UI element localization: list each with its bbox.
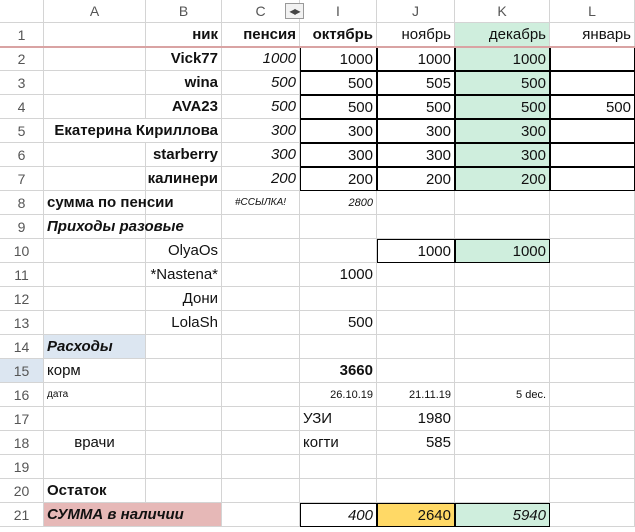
row-header-3[interactable]: 3 (0, 71, 44, 95)
cell-C14[interactable] (222, 335, 300, 359)
row-header-14[interactable]: 14 (0, 335, 44, 359)
cell-value: 200 (425, 170, 451, 188)
cell-I19[interactable] (300, 455, 377, 479)
cell-value: 300 (425, 122, 451, 140)
cell-C10[interactable] (222, 239, 300, 263)
cell-J4[interactable] (377, 95, 455, 119)
cell-L8[interactable] (550, 191, 635, 215)
cell-I13[interactable] (300, 311, 377, 335)
cell-value: 200 (520, 170, 546, 188)
cell-value: 500 (347, 98, 373, 116)
cell-L21[interactable] (550, 503, 635, 527)
cell-K19[interactable] (455, 455, 550, 479)
cell-value: 200 (270, 170, 296, 187)
column-header-L[interactable]: L (550, 0, 635, 23)
cell-J19[interactable] (377, 455, 455, 479)
cell-I15[interactable] (300, 359, 377, 383)
cell-A10[interactable] (44, 239, 146, 263)
row-header-12[interactable]: 12 (0, 287, 44, 311)
cell-value: starberry (152, 146, 218, 163)
cell-I7[interactable] (300, 167, 377, 191)
cell-A3[interactable] (44, 71, 146, 95)
row-header-2[interactable]: 2 (0, 47, 44, 71)
cell-A6[interactable] (44, 143, 146, 167)
cell-B20[interactable] (146, 479, 222, 503)
column-scroll-arrows-icon[interactable]: ◀▶ (285, 3, 304, 19)
cell-I4[interactable] (300, 95, 377, 119)
cell-value: декабрь (488, 26, 546, 43)
cell-I14[interactable] (300, 335, 377, 359)
cell-value: 3660 (339, 362, 373, 379)
row-header-21[interactable]: 21 (0, 503, 44, 527)
cell-J10[interactable] (377, 239, 455, 263)
cell-I3[interactable] (300, 71, 377, 95)
cell-C12[interactable] (222, 287, 300, 311)
cell-C20[interactable] (222, 479, 300, 503)
cell-B6[interactable] (146, 143, 222, 167)
row-header-15[interactable]: 15 (0, 359, 44, 383)
column-header-K[interactable]: K (455, 0, 550, 23)
cell-C2[interactable] (222, 47, 300, 71)
cell-value: 500 (520, 98, 546, 116)
cell-I16[interactable] (300, 383, 377, 407)
cell-A13[interactable] (44, 311, 146, 335)
cell-value: 300 (347, 146, 373, 164)
cell-C11[interactable] (222, 263, 300, 287)
cell-C8[interactable] (222, 191, 300, 215)
cell-A8[interactable] (44, 191, 174, 215)
cell-value: врачи (74, 434, 115, 451)
cell-C19[interactable] (222, 455, 300, 479)
cell-I12[interactable] (300, 287, 377, 311)
cell-C17[interactable] (222, 407, 300, 431)
cell-value: 300 (425, 146, 451, 164)
cell-B4[interactable] (146, 95, 222, 119)
cell-value: 1000 (339, 50, 373, 68)
cell-K21[interactable] (455, 503, 550, 527)
cell-A16[interactable] (44, 383, 146, 407)
cell-B3[interactable] (146, 71, 222, 95)
cell-value: 300 (270, 146, 296, 163)
row-header-10[interactable]: 10 (0, 239, 44, 263)
cell-A4[interactable] (44, 95, 146, 119)
cell-value: корм (47, 362, 81, 379)
cell-value: Екатерина Кириллова (54, 122, 218, 139)
cell-value: УЗИ (303, 410, 333, 427)
cell-L6[interactable] (550, 143, 635, 167)
cell-C21[interactable] (222, 503, 300, 527)
cell-B11[interactable] (146, 263, 222, 287)
cell-I17[interactable] (300, 407, 377, 431)
cell-A17[interactable] (44, 407, 146, 431)
row-header-1[interactable]: 1 (0, 23, 44, 47)
cell-J1[interactable] (377, 23, 455, 47)
cell-value: пенсия (243, 26, 296, 43)
row-header-16[interactable]: 16 (0, 383, 44, 407)
cell-B8[interactable] (146, 191, 222, 215)
cell-C7[interactable] (222, 167, 300, 191)
row-header-19[interactable]: 19 (0, 455, 44, 479)
cell-B19[interactable] (146, 455, 222, 479)
cell-C18[interactable] (222, 431, 300, 455)
cell-C13[interactable] (222, 311, 300, 335)
cell-L16[interactable] (550, 383, 635, 407)
cell-K14[interactable] (455, 335, 550, 359)
cell-L18[interactable] (550, 431, 635, 455)
cell-L19[interactable] (550, 455, 635, 479)
row-header-17[interactable]: 17 (0, 407, 44, 431)
cell-value: дата (47, 389, 69, 400)
row-header-7[interactable]: 7 (0, 167, 44, 191)
cell-K17[interactable] (455, 407, 550, 431)
cell-L4[interactable] (550, 95, 635, 119)
cell-L5[interactable] (550, 119, 635, 143)
cell-A20[interactable] (44, 479, 146, 503)
cell-J21[interactable] (377, 503, 455, 527)
cell-value: 2800 (348, 196, 373, 209)
cell-J5[interactable] (377, 119, 455, 143)
cell-C3[interactable] (222, 71, 300, 95)
cell-J12[interactable] (377, 287, 455, 311)
cell-L9[interactable] (550, 215, 635, 239)
row-header-20[interactable]: 20 (0, 479, 44, 503)
cell-value: 200 (347, 170, 373, 188)
column-header-J[interactable]: J (377, 0, 455, 23)
cell-A19[interactable] (44, 455, 146, 479)
frozen-row-divider (0, 46, 635, 48)
cell-value: 1980 (417, 410, 451, 427)
cell-J8[interactable] (377, 191, 455, 215)
cell-I20[interactable] (300, 479, 377, 503)
cell-value: Vick77 (170, 50, 218, 67)
cell-value: 300 (347, 122, 373, 140)
cell-L3[interactable] (550, 71, 635, 95)
cell-value: 500 (347, 74, 373, 92)
cell-I5[interactable] (300, 119, 377, 143)
cell-value: 26.10.19 (330, 388, 373, 401)
cell-value: 5940 (512, 506, 546, 524)
cell-K1[interactable] (455, 23, 550, 47)
cell-B9[interactable] (146, 215, 222, 239)
cell-value: 500 (347, 314, 373, 331)
row-header-13[interactable]: 13 (0, 311, 44, 335)
cell-A1[interactable] (44, 23, 146, 47)
cell-value: СУММА в наличии (47, 506, 184, 523)
cell-B13[interactable] (146, 311, 222, 335)
cell-value: 2640 (417, 506, 451, 524)
cell-K13[interactable] (455, 311, 550, 335)
cell-L2[interactable] (550, 47, 635, 71)
cell-I6[interactable] (300, 143, 377, 167)
cell-value: 21.11.19 (408, 388, 451, 401)
row-header-4[interactable]: 4 (0, 95, 44, 119)
cell-B12[interactable] (146, 287, 222, 311)
cell-L11[interactable] (550, 263, 635, 287)
cell-value: сумма по пенсии (47, 194, 174, 211)
cell-C1[interactable] (222, 23, 300, 47)
cell-L7[interactable] (550, 167, 635, 191)
cell-B17[interactable] (146, 407, 222, 431)
cell-value: #ССЫЛКА! (234, 197, 287, 208)
cell-B2[interactable] (146, 47, 222, 71)
cell-C15[interactable] (222, 359, 300, 383)
cell-K2[interactable] (455, 47, 550, 71)
cell-A18[interactable] (44, 431, 146, 455)
cell-value: 300 (270, 122, 296, 139)
cell-C9[interactable] (222, 215, 300, 239)
cell-value: 585 (425, 434, 451, 451)
cell-B16[interactable] (146, 383, 222, 407)
cell-C16[interactable] (222, 383, 300, 407)
cell-J3[interactable] (377, 71, 455, 95)
cell-K8[interactable] (455, 191, 550, 215)
cell-C6[interactable] (222, 143, 300, 167)
cell-A21[interactable] (44, 503, 222, 527)
cell-I21[interactable] (300, 503, 377, 527)
cell-K7[interactable] (455, 167, 550, 191)
cell-value: 1000 (417, 50, 451, 68)
cell-value: 500 (270, 98, 296, 115)
cell-K18[interactable] (455, 431, 550, 455)
cell-value: wina (184, 74, 218, 91)
cell-value: 5 dec. (516, 388, 546, 401)
cell-I9[interactable] (300, 215, 377, 239)
cell-A15[interactable] (44, 359, 146, 383)
cell-K16[interactable] (455, 383, 550, 407)
cell-value: 300 (520, 122, 546, 140)
cell-I18[interactable] (300, 431, 377, 455)
cell-L20[interactable] (550, 479, 635, 503)
cell-J6[interactable] (377, 143, 455, 167)
cell-A2[interactable] (44, 47, 146, 71)
cell-value: LolaSh (171, 314, 218, 331)
cell-I2[interactable] (300, 47, 377, 71)
row-header-9[interactable]: 9 (0, 215, 44, 239)
cell-K3[interactable] (455, 71, 550, 95)
cell-value: 1000 (339, 266, 373, 283)
cell-I11[interactable] (300, 263, 377, 287)
row-header-18[interactable]: 18 (0, 431, 44, 455)
cell-value: *Nastena* (150, 266, 218, 283)
cell-J14[interactable] (377, 335, 455, 359)
row-header-5[interactable]: 5 (0, 119, 44, 143)
cell-value: 400 (347, 506, 373, 524)
cell-A14[interactable] (44, 335, 146, 359)
cell-J9[interactable] (377, 215, 455, 239)
cell-A12[interactable] (44, 287, 146, 311)
cell-K12[interactable] (455, 287, 550, 311)
cell-J18[interactable] (377, 431, 455, 455)
cell-I10[interactable] (300, 239, 377, 263)
cell-K9[interactable] (455, 215, 550, 239)
column-header-B[interactable]: B (146, 0, 222, 23)
cell-value: Остаток (47, 482, 107, 499)
cell-value: 1000 (262, 50, 296, 67)
cell-K11[interactable] (455, 263, 550, 287)
cell-value: октябрь (312, 26, 373, 43)
cell-A9[interactable] (44, 215, 184, 239)
cell-J2[interactable] (377, 47, 455, 71)
cell-value: 505 (425, 74, 451, 92)
cell-B7[interactable] (146, 167, 222, 191)
cell-K10[interactable] (455, 239, 550, 263)
cell-K5[interactable] (455, 119, 550, 143)
cell-C5[interactable] (222, 119, 300, 143)
cell-value: 500 (605, 98, 631, 116)
cell-L12[interactable] (550, 287, 635, 311)
cell-value: OlyaOs (167, 242, 218, 259)
cell-value: Дони (182, 290, 218, 307)
cell-J15[interactable] (377, 359, 455, 383)
column-header-I[interactable]: I (300, 0, 377, 23)
cell-value: Расходы (47, 338, 113, 355)
select-all-corner[interactable] (0, 0, 44, 23)
cell-value: калинери (147, 170, 218, 187)
cell-value: 1000 (417, 242, 451, 260)
column-header-A[interactable]: A (44, 0, 146, 23)
cell-A11[interactable] (44, 263, 146, 287)
cell-B1[interactable] (146, 23, 222, 47)
cell-J20[interactable] (377, 479, 455, 503)
cell-L15[interactable] (550, 359, 635, 383)
cell-value: 1000 (512, 242, 546, 260)
cell-I8[interactable] (300, 191, 377, 215)
cell-value: 500 (520, 74, 546, 92)
cell-B15[interactable] (146, 359, 222, 383)
row-header-6[interactable]: 6 (0, 143, 44, 167)
cell-L10[interactable] (550, 239, 635, 263)
cell-L13[interactable] (550, 311, 635, 335)
cell-value: AVA23 (171, 98, 218, 115)
cell-L1[interactable] (550, 23, 635, 47)
cell-K6[interactable] (455, 143, 550, 167)
cell-value: 300 (520, 146, 546, 164)
cell-B18[interactable] (146, 431, 222, 455)
row-header-11[interactable]: 11 (0, 263, 44, 287)
cell-K20[interactable] (455, 479, 550, 503)
cell-J13[interactable] (377, 311, 455, 335)
cell-J7[interactable] (377, 167, 455, 191)
cell-value: 500 (270, 74, 296, 91)
cell-L17[interactable] (550, 407, 635, 431)
cell-A7[interactable] (44, 167, 146, 191)
cell-B14[interactable] (146, 335, 222, 359)
column-header-C[interactable]: C (222, 0, 300, 23)
cell-K15[interactable] (455, 359, 550, 383)
cell-J11[interactable] (377, 263, 455, 287)
cell-value: когти (303, 434, 339, 451)
row-header-8[interactable]: 8 (0, 191, 44, 215)
cell-I1[interactable] (300, 23, 377, 47)
cell-value: январь (582, 26, 631, 43)
cell-K4[interactable] (455, 95, 550, 119)
cell-value: Приходы разовые (47, 218, 184, 235)
cell-value: 1000 (512, 50, 546, 68)
cell-L14[interactable] (550, 335, 635, 359)
cell-value: ноябрь (401, 26, 451, 43)
cell-value: ник (192, 26, 218, 43)
cell-J17[interactable] (377, 407, 455, 431)
cell-B10[interactable] (146, 239, 222, 263)
cell-J16[interactable] (377, 383, 455, 407)
cell-C4[interactable] (222, 95, 300, 119)
cell-A5[interactable] (44, 119, 222, 143)
cell-value: 500 (425, 98, 451, 116)
